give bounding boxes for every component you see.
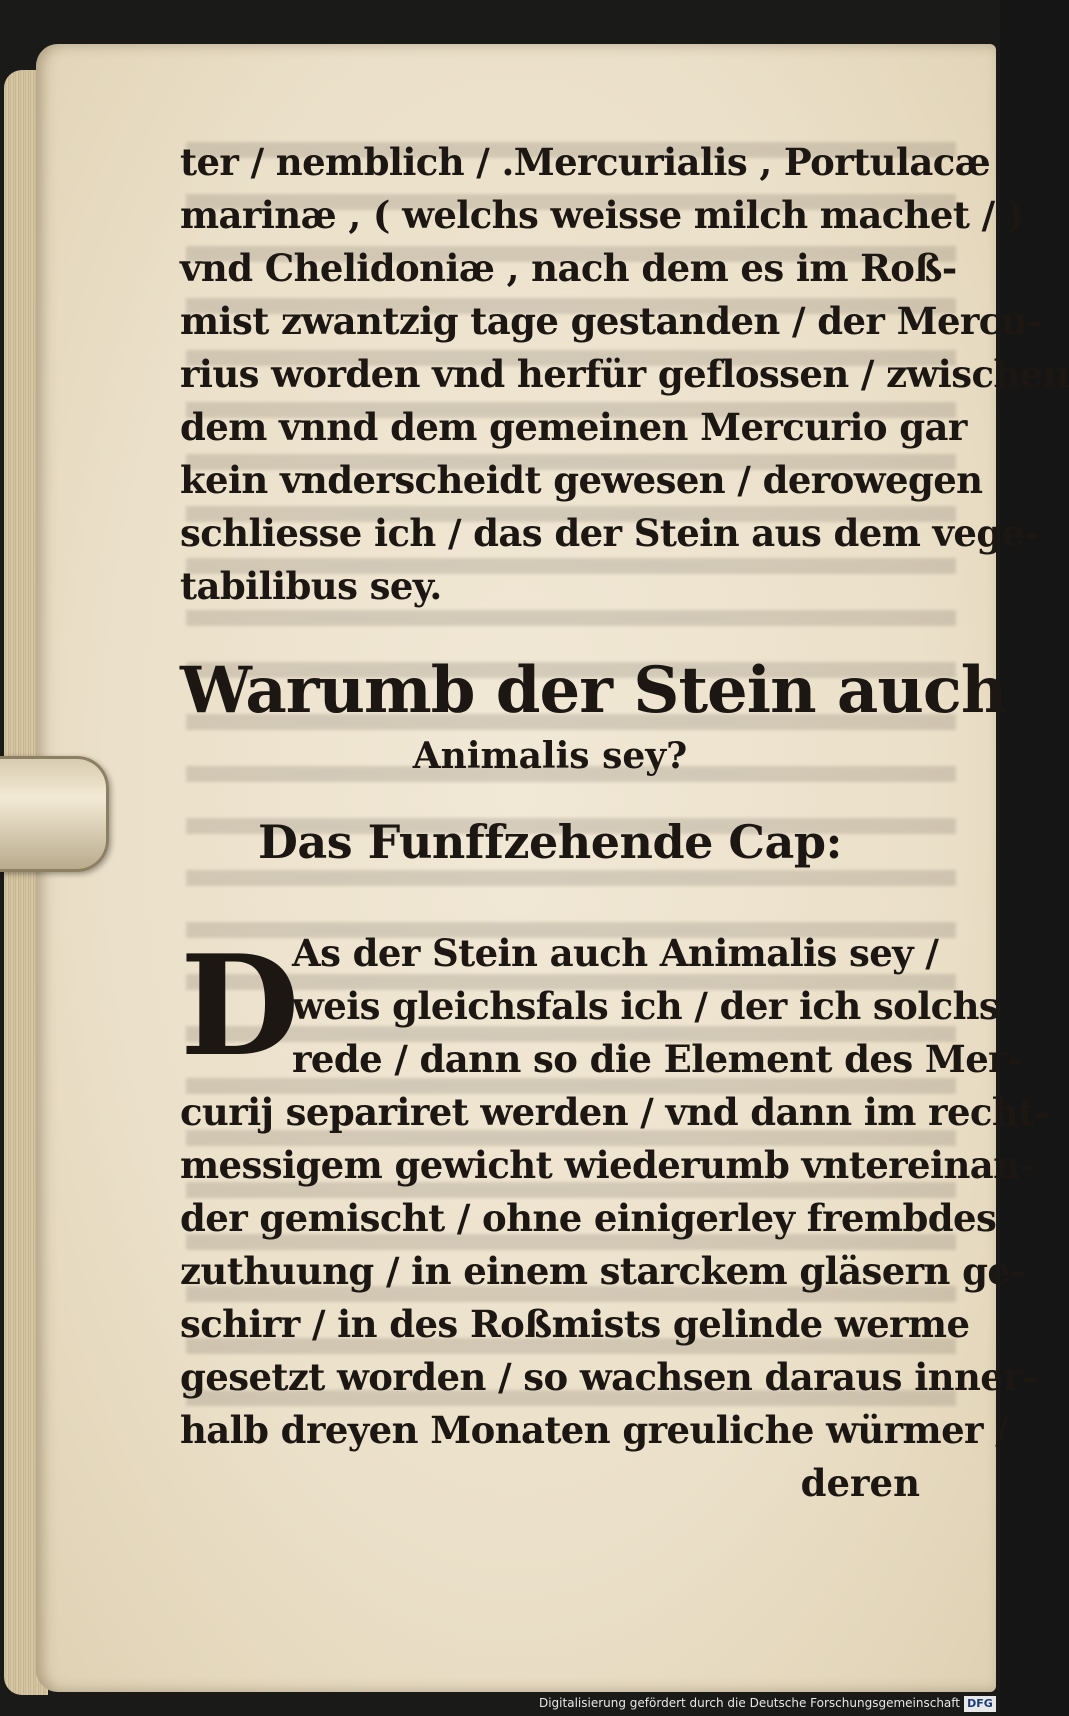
dfg-logo: DFG bbox=[964, 1696, 996, 1712]
text-line: tabilibus sey. bbox=[180, 564, 442, 608]
text-line: schirr / in des Roßmists gelinde werme bbox=[180, 1302, 970, 1346]
initial-paragraph bbox=[180, 924, 1022, 1087]
text-line: messigem gewicht wiederumb vntereinan- bbox=[180, 1143, 1035, 1187]
text-line: kein vnderscheidt gewesen / derowegen bbox=[180, 458, 983, 502]
text-line: gesetzt worden / so wachsen daraus inner- bbox=[180, 1355, 1037, 1399]
chapter-title: Das Funffzehende Cap: bbox=[258, 815, 842, 869]
text-line: rius worden vnd herfür geflossen / zwischen bbox=[180, 352, 1069, 396]
section-subheading: Animalis sey? bbox=[412, 735, 688, 777]
text-line: der gemischt / ohne einigerley frembdes bbox=[180, 1196, 997, 1240]
text-line: halb dreyen Monaten greuliche würmer / bbox=[180, 1408, 1009, 1452]
book-clasp bbox=[0, 756, 109, 872]
text-line: weis gleichsfals ich / der ich solchs bbox=[292, 984, 1000, 1028]
text-line: schliesse ich / das der Stein aus dem vege- bbox=[180, 511, 1040, 555]
text-line: dem vnnd dem gemeinen Mercurio gar bbox=[180, 405, 967, 449]
text-line: zuthuung / in einem starckem gläsern ge- bbox=[180, 1249, 1026, 1293]
digitization-credit: Digitalisierung gefördert durch die Deutsche Forschungsgemeinschaft bbox=[538, 1696, 960, 1710]
catchword: deren bbox=[800, 1461, 920, 1505]
text-line: curij separiret werden / vnd dann im recht- bbox=[180, 1090, 1050, 1134]
section-heading: Warumb der Stein auch bbox=[180, 653, 1007, 728]
decorated-initial: D bbox=[180, 924, 300, 1087]
text-line: mist zwantzig tage gestanden / der Mercu- bbox=[180, 299, 1042, 343]
text-line: As der Stein auch Animalis sey / bbox=[292, 931, 939, 975]
text-line: ter / nemblich / .Mercurialis , Portulacæ bbox=[180, 140, 991, 184]
text-line: vnd Chelidoniæ , nach dem es im Roß- bbox=[180, 246, 957, 290]
text-line: marinæ , ( welchs weisse milch machet / ) bbox=[180, 193, 1024, 237]
page-text bbox=[180, 136, 1069, 1510]
text-line: rede / dann so die Element des Mer- bbox=[292, 1037, 1022, 1081]
